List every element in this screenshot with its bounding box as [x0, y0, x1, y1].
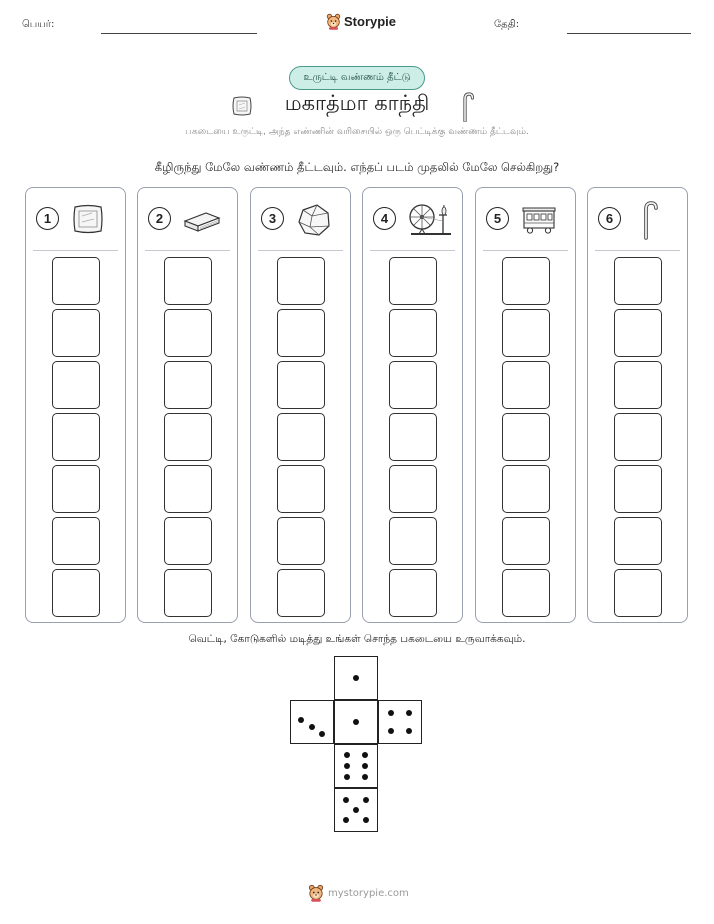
color-box[interactable]: [502, 309, 550, 357]
color-box[interactable]: [52, 413, 100, 461]
dice-face: [334, 700, 378, 744]
color-box[interactable]: [502, 569, 550, 617]
dice-pip: [406, 728, 412, 734]
color-box[interactable]: [164, 309, 212, 357]
column-2: [137, 187, 238, 623]
column-1: [25, 187, 126, 623]
color-box[interactable]: [502, 413, 550, 461]
color-box[interactable]: [52, 361, 100, 409]
color-box[interactable]: [502, 465, 550, 513]
train-icon: [520, 201, 558, 237]
color-box[interactable]: [277, 309, 325, 357]
column-divider: [33, 250, 118, 251]
brand-name: Storypie: [344, 14, 397, 29]
column-number: 1: [36, 207, 59, 230]
color-box[interactable]: [389, 465, 437, 513]
color-box[interactable]: [164, 465, 212, 513]
date-line[interactable]: [567, 33, 691, 34]
dice-pip: [309, 724, 315, 730]
color-box[interactable]: [164, 413, 212, 461]
book-icon: [182, 201, 222, 237]
column-number: 3: [261, 207, 284, 230]
instruction: கீழிருந்து மேலே வண்ணம் தீட்டவும். எந்தப் படம் முதலில் மேலே செல்கிறது?: [154, 160, 560, 174]
dice-pip: [353, 807, 359, 813]
color-box[interactable]: [277, 413, 325, 461]
color-box[interactable]: [389, 413, 437, 461]
dice-pip: [353, 719, 359, 725]
dice-pip: [362, 774, 368, 780]
column-number: 2: [148, 207, 171, 230]
subtitle: பகடையை உருட்டி, அந்த எண்ணின் வரிசையில் ஒரு பெட்டிக்கு வண்ணம் தீட்டவும்.: [185, 127, 529, 137]
color-box[interactable]: [164, 569, 212, 617]
color-box[interactable]: [277, 569, 325, 617]
color-box[interactable]: [277, 257, 325, 305]
dice-face: [334, 744, 378, 788]
color-box[interactable]: [389, 517, 437, 565]
column-divider: [258, 250, 343, 251]
dice-pip: [343, 817, 349, 823]
column-number: 5: [486, 207, 509, 230]
color-box[interactable]: [389, 569, 437, 617]
brand-logo: [326, 13, 396, 30]
bear-mascot-icon: [326, 13, 341, 30]
cloth-icon: [70, 201, 106, 237]
dice-pip: [319, 731, 325, 737]
dice-pip: [344, 774, 350, 780]
column-number: 6: [598, 207, 621, 230]
dice-pip: [363, 797, 369, 803]
dice-pip: [363, 817, 369, 823]
dice-pip: [362, 752, 368, 758]
column-3: [250, 187, 351, 623]
color-box[interactable]: [164, 257, 212, 305]
salt-rock-icon: [295, 201, 333, 239]
color-box[interactable]: [614, 361, 662, 409]
dice-pip: [298, 717, 304, 723]
spinning-wheel-icon: [407, 201, 455, 239]
column-6: [587, 187, 688, 623]
color-box[interactable]: [277, 465, 325, 513]
dice-pip: [406, 710, 412, 716]
color-box[interactable]: [164, 517, 212, 565]
column-5: [475, 187, 576, 623]
column-divider: [595, 250, 680, 251]
column-number: 4: [373, 207, 396, 230]
dice-pip: [362, 763, 368, 769]
color-box[interactable]: [164, 361, 212, 409]
color-box[interactable]: [614, 257, 662, 305]
dice-pip: [344, 763, 350, 769]
footer: [308, 884, 409, 902]
dice-pip: [344, 752, 350, 758]
color-box[interactable]: [52, 309, 100, 357]
name-label: பெயர்:: [22, 19, 55, 30]
bear-mascot-icon: [308, 884, 324, 902]
footer-url: mystorypie.com: [328, 887, 409, 899]
color-box[interactable]: [389, 309, 437, 357]
color-box[interactable]: [502, 361, 550, 409]
dice-pip: [388, 710, 394, 716]
walking-stick-icon: [460, 92, 474, 122]
date-label: தேதி:: [494, 19, 520, 30]
dice-pip: [388, 728, 394, 734]
dice-face: [334, 788, 378, 832]
name-line[interactable]: [101, 33, 257, 34]
page-title: மகாத்மா காந்தி: [284, 91, 430, 115]
dice-face: [290, 700, 334, 744]
column-divider: [370, 250, 455, 251]
dice-pip: [353, 675, 359, 681]
column-4: [362, 187, 463, 623]
column-divider: [483, 250, 568, 251]
color-box[interactable]: [277, 517, 325, 565]
color-box[interactable]: [614, 569, 662, 617]
color-box[interactable]: [52, 569, 100, 617]
column-divider: [145, 250, 230, 251]
color-box[interactable]: [52, 465, 100, 513]
walking-stick-icon: [632, 200, 668, 240]
color-box[interactable]: [52, 517, 100, 565]
color-box[interactable]: [614, 309, 662, 357]
color-box[interactable]: [389, 361, 437, 409]
dice-face: [334, 656, 378, 700]
color-box[interactable]: [502, 257, 550, 305]
dice-pip: [343, 797, 349, 803]
activity-badge: உருட்டி வண்ணம் தீட்டு: [289, 66, 425, 90]
color-box[interactable]: [614, 465, 662, 513]
dice-instruction: வெட்டி, கோடுகளில் மடித்து உங்கள் சொந்த பகடையை உருவாக்கவும்.: [188, 633, 526, 645]
color-box[interactable]: [614, 517, 662, 565]
color-box[interactable]: [389, 257, 437, 305]
dice-face: [378, 700, 422, 744]
color-box[interactable]: [502, 517, 550, 565]
color-box[interactable]: [614, 413, 662, 461]
color-box[interactable]: [52, 257, 100, 305]
color-box[interactable]: [277, 361, 325, 409]
